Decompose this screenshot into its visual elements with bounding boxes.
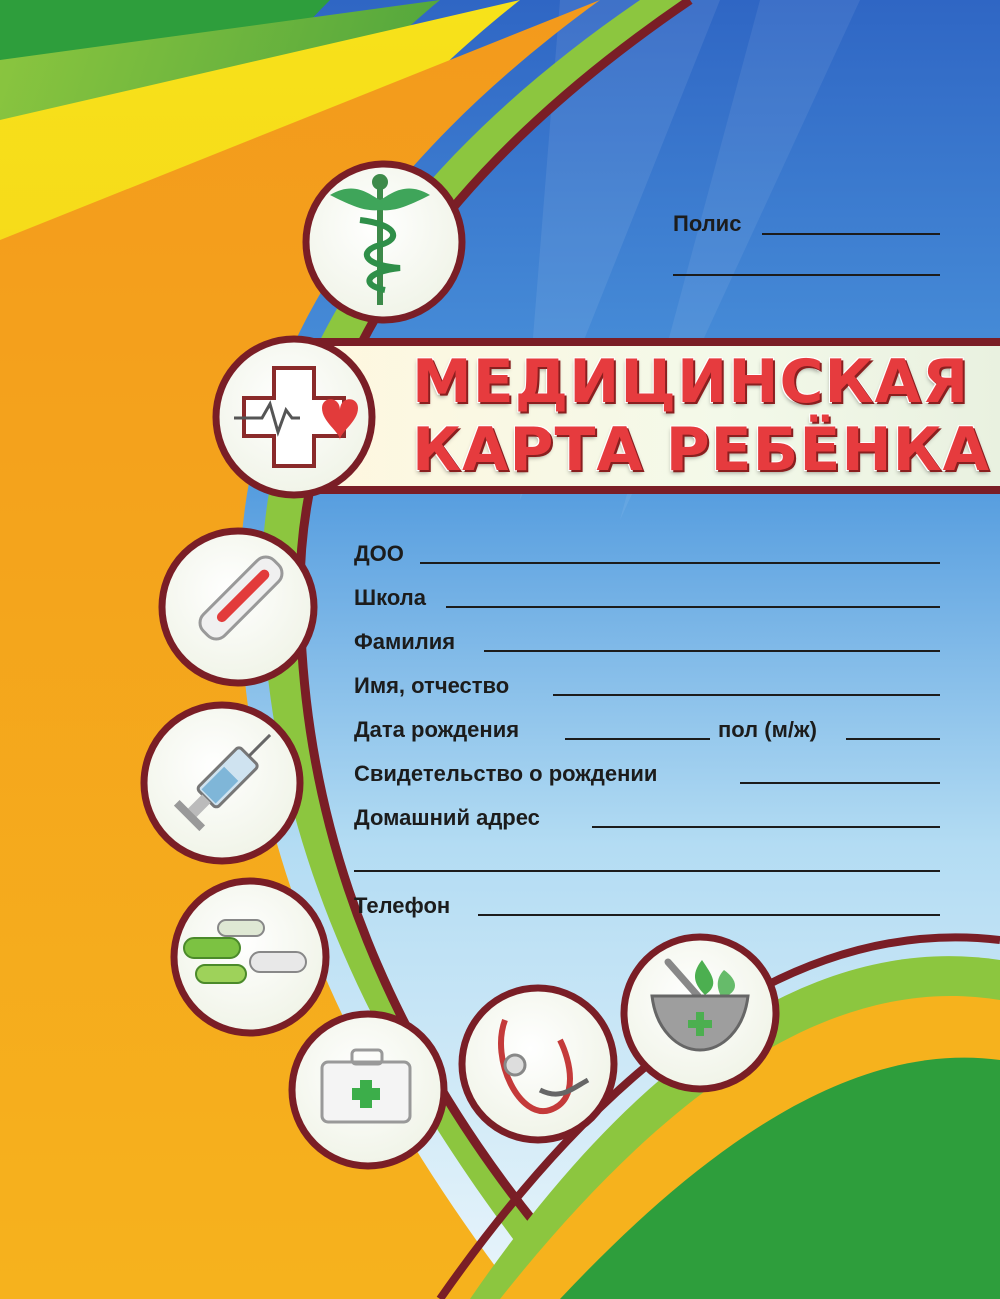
- home-address-label: Домашний адрес: [354, 805, 540, 830]
- birth-date-label: Дата рождения: [354, 717, 520, 742]
- gender-label: пол (м/ж): [718, 717, 817, 742]
- doo-label: ДОО: [354, 541, 404, 566]
- birth-certificate-label: Свидетельство о рождении: [354, 761, 658, 786]
- surname-label: Фамилия: [354, 629, 456, 654]
- phone-label: Телефон: [354, 893, 451, 918]
- name-patronymic-label: Имя, отчество: [354, 673, 510, 698]
- title-line-2: КАРТА РЕБЁНКА: [412, 415, 991, 485]
- policy-label: Полис: [673, 211, 742, 236]
- school-label: Школа: [354, 585, 426, 610]
- title-line-1: МЕДИЦИНСКАЯ: [412, 347, 970, 417]
